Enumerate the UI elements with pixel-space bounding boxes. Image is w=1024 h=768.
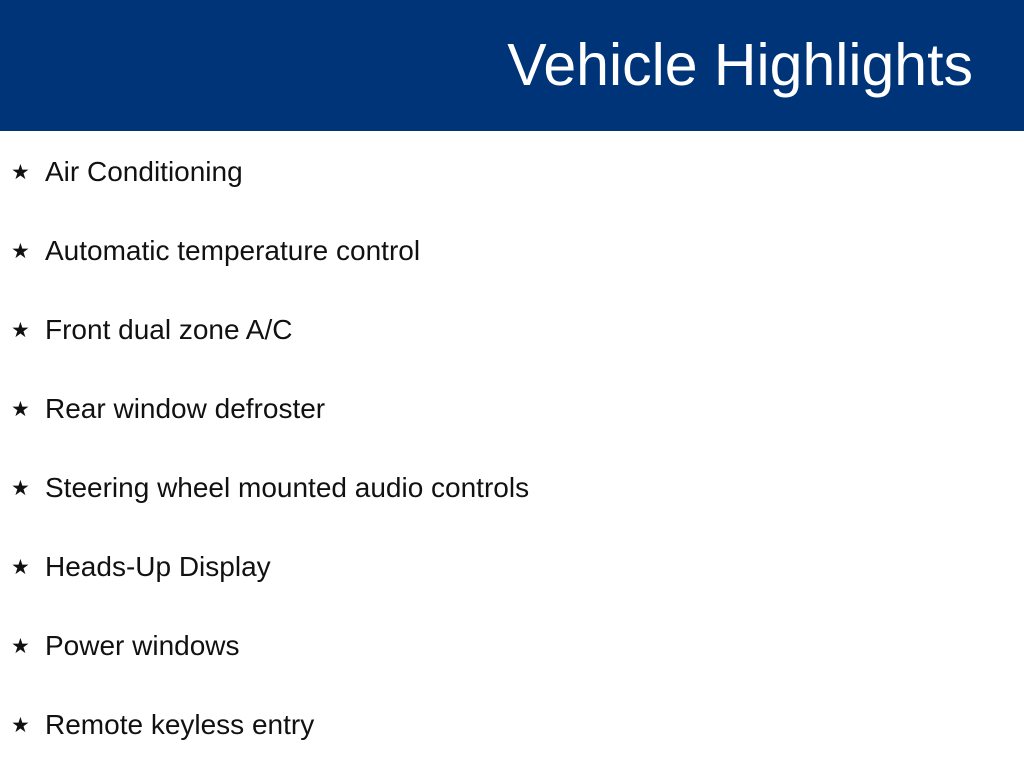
list-item: [0, 310, 1000, 350]
list-item: [0, 389, 1000, 429]
list-item: [0, 705, 1000, 745]
list-item-label: Rear window defroster: [45, 393, 326, 424]
list-item-label: Steering wheel mounted audio controls: [45, 472, 530, 503]
star-icon: ★: [11, 318, 30, 342]
list-item-label: Air Conditioning: [45, 156, 243, 187]
star-icon: ★: [11, 713, 30, 737]
list-item-label: Remote keyless entry: [45, 709, 315, 740]
star-icon: ★: [11, 555, 30, 579]
star-icon: ★: [11, 160, 30, 184]
star-icon: ★: [11, 397, 30, 421]
list-item-label: Power windows: [45, 630, 240, 661]
star-icon: ★: [11, 634, 30, 658]
page-title: Vehicle Highlights: [507, 32, 973, 98]
list-item: [0, 231, 1000, 271]
page-header: [0, 0, 1024, 131]
list-item: [0, 152, 1000, 192]
list-item-label: Heads-Up Display: [45, 551, 271, 582]
star-icon: ★: [11, 476, 30, 500]
list-item-label: Front dual zone A/C: [45, 314, 293, 345]
list-item: [0, 626, 1000, 666]
list-item-label: Automatic temperature control: [45, 235, 421, 266]
list-item: [0, 547, 1000, 587]
list-item: [0, 468, 1000, 508]
star-icon: ★: [11, 239, 30, 263]
